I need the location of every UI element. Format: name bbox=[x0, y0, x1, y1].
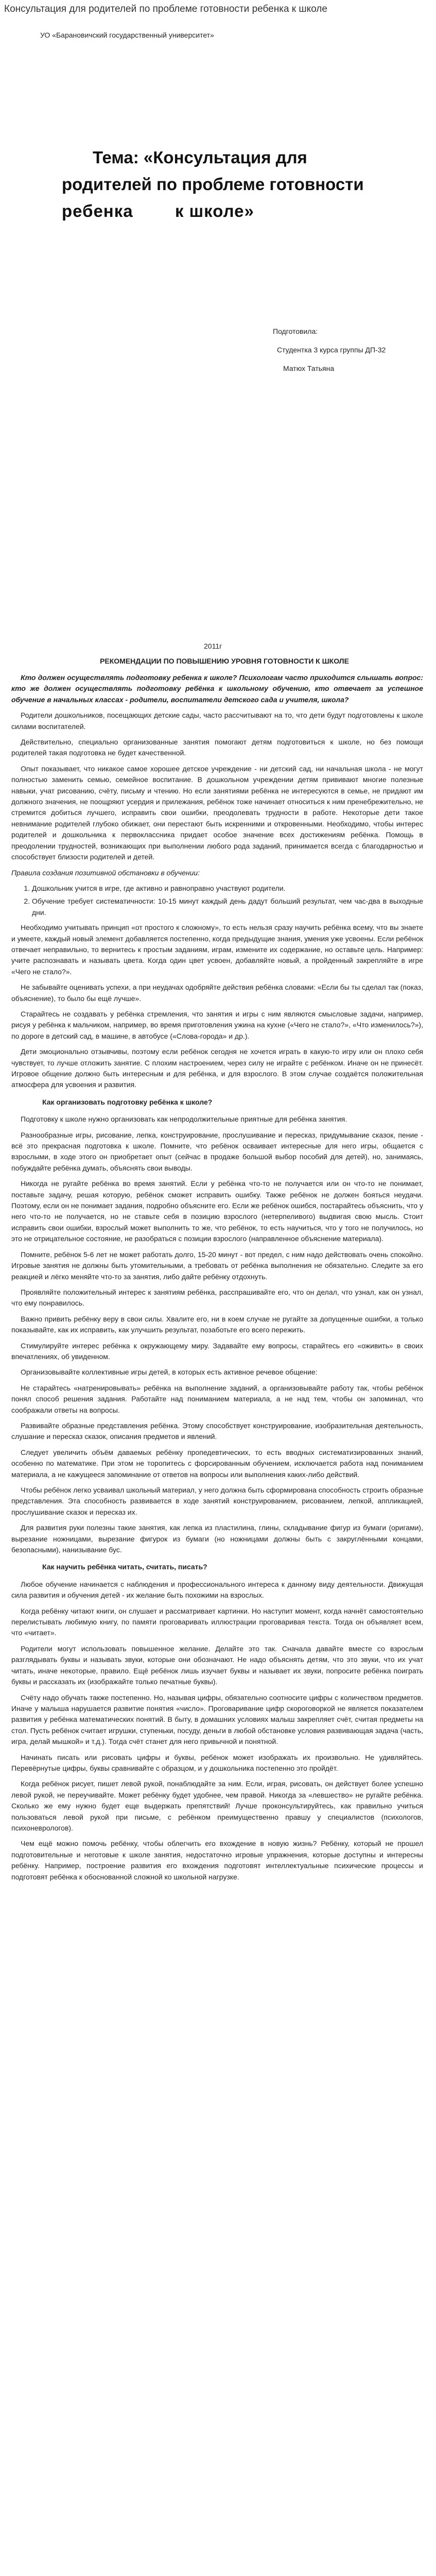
page-title: Консультация для родителей по проблеме готовности ребенка к школе bbox=[4, 4, 327, 14]
rules-heading: Правила создания позитивной обстановки в обучении: bbox=[11, 868, 200, 877]
paragraph: Разнообразные игры, рисование, лепка, конструирование, прослушивание и пересказ, придумывание сказок, пение - всё это прекрасная подготовка к школе. Помните, что ребёнок осваивает интересные для него игры, общается с взрослыми, в ходе этого он приобретает опыт (сейчас в продаже большой выбор пособий для детей), но, занимаясь, побуждайте ребёнка думать, объяснять свои выводы. bbox=[11, 1130, 423, 1172]
list-item: 2. Обучение требует систематичности: 10-15 минут каждый день дадут больший результат, чем час-два в выходные дни. bbox=[32, 896, 423, 918]
list-item: 1. Дошкольник учится в игре, где активно и равноправно участвуют родители. bbox=[32, 883, 423, 894]
main-title-line-1: Тема: «Консультация для bbox=[93, 148, 307, 167]
main-title bbox=[62, 144, 371, 225]
paragraph: Помните, ребёнок 5-6 лет не может работать долго, 15-20 минут - вот предел, с ним надо действовать очень спокойно. Игровые занятия не должны быть утомительными, а требовать от ребёнка выполнения не обязательно. Следите за его реакцией и лёгко меняйте что-то за занятия, либо дайте ребёнку отдохнуть. bbox=[11, 1250, 423, 1281]
article-body bbox=[11, 672, 423, 1887]
author-name: Матюх Татьяна bbox=[283, 364, 335, 372]
paragraph: Когда ребёнку читают книги, он слушает и рассматривает картинки. Но наступит момент, когда начнёт самостоятельно перелистывать любимую книгу, по памяти проговаривать иллюстрации проговаривая текста. Тогда он объявляет всем, что «читает». bbox=[11, 1606, 423, 1637]
paragraph: Любое обучение начинается с наблюдения и профессионального интереса к данному виду деятельности. Движущая сила развития и обучения детей - их желание быть похожими на взрослых. bbox=[11, 1580, 423, 1600]
paragraph: Необходимо учитывать принцип «от простого к сложному», то есть нельзя сразу научить ребёнка всему, что вы знаете и умеете, каждый новый элемент добавляется постепенно, когда предыдущие знания, умения уже усвоены. Если ребёнок отвечает неправильно, то вернитесь к простым заданиям, играм, измените их содержание, но оставьте цель. Например: учите распознавать и называть цвета. Когда один цвет усвоен, добавляйте новый, а пройденный закрепляйте в игре «Чего не стало?». bbox=[11, 923, 423, 976]
paragraph: Кто должен осуществлять подготовку ребенка к школе? Психологам часто приходится слышать вопрос: кто же должен осуществлять подготовку ребёнка к школьному обучению, кто отвечает за успешное обучение в начальных классах - родители, воспитатели детского сада и учителя, школа? bbox=[11, 673, 423, 704]
year: 2011г bbox=[204, 642, 222, 650]
section-heading: Как научить ребёнка читать, считать, писать? bbox=[42, 1563, 207, 1571]
section-heading: Как организовать подготовку ребёнка к школе? bbox=[42, 1097, 213, 1106]
paragraph: Действительно, специально организованные занятия помогают детям подготовиться к школе, но без помощи родителей такая подготовка не будет качественной. bbox=[11, 738, 423, 757]
paragraph: Важно привить ребёнку веру в свои силы. Хвалите его, ни в коем случае не ругайте за допущенные ошибки, а только показывайте, как их исправить, как улучшить результат, позаботьте его всего пережить. bbox=[11, 1314, 423, 1334]
paragraph: Для развития руки полезны такие занятия, как лепка из пластилина, глины, складывание фигур из бумаги (оригами), вырезание ножницами, вырезание фигурок из бумаги (но ножницами должны быть с закруглёнными концами, безопасными), нанизывание бус. bbox=[11, 1523, 423, 1554]
paragraph: Опыт показывает, что никакое самое хорошее детское учреждение - ни детский сад, ни начальная школа - не могут полностью заменить семью, семейное воспитание. В дошкольном учреждении детям прививают многие полезные навыки, учат рисованию, счёту, письму и чтению. Но если занятиями ребёнка не интересуются в семье, не придают им должного значения, не поощряют усердия и прилежания, ребёнок тоже начинает относиться к ним пренебрежительно, не стремится добиться лучшего, исправить свои ошибки, преодолевать трудности в работе. Некоторые дети такое невнимание родителей глубоко обижает, они перестают быть искренними и откровенными. Необходимо, чтобы интерес родителей и дошкольника к первоклассника придает особое значение всех достижениям ребёнка. Помощь в преодолении трудностей, возникающих при выполнении любого рода заданий, принимается всегда с благодарностью и способствует близости родителей и детей. bbox=[11, 764, 423, 861]
paragraph: Не забывайте оценивать успехи, а при неудачах одобряйте действия ребёнка словами: «Если бы ты сделал так (показ, объяснение), то было бы ещё лучше». bbox=[11, 983, 423, 1003]
recommendations-heading: РЕКОМЕНДАЦИИ ПО ПОВЫШЕНИЮ УРОВНЯ ГОТОВНОСТИ К ШКОЛЕ bbox=[100, 657, 349, 665]
paragraph: Подготовку к школе нужно организовать как непродолжительные приятные для ребёнка занятия. bbox=[21, 1115, 347, 1124]
student-group: Студентка 3 курса группы ДП-32 bbox=[277, 346, 386, 354]
author-block bbox=[246, 322, 386, 378]
paragraph: Проявляйте положительный интерес к занятиям ребёнка, расспрашивайте его, что он делал, что узнал, как он узнал, что ему понравилось. bbox=[11, 1287, 423, 1308]
paragraph: Чтобы ребёнок легко усваивал школьный материал, у него должна быть сформирована способность строить образные представления. Эта способность развивается в ходе занятий конструированием, рисованием, лепкой, аппликацией, прослушивание сказок и пересказ их. bbox=[11, 1486, 423, 1516]
paragraph: Родители могут использовать повышенное желание. Делайте это так. Сначала давайте вместе со взрослым разглядывать буквы и называть звуки, которые они обозначают. Не надо объяснять детям, что это звуки, что их учат читать, иначе некоторые, правило. Ещё ребёнок лишь изучает буквы и называет их звуки, попросите ребёнка поиграть буквы и рассказать их (изображайте только печатные буквы). bbox=[11, 1644, 423, 1686]
prepared-label: Подготовила: bbox=[273, 327, 318, 335]
main-title-line-3: ребенка к школе» bbox=[62, 201, 254, 221]
paragraph: Родители дошкольников, посещающих детские сады, часто рассчитывают на то, что дети будут подготовлены к школе силами воспитателей. bbox=[11, 711, 423, 731]
rules-list bbox=[11, 883, 423, 918]
paragraph: Счёту надо обучать также постепенно. Но, называя цифры, обязательно соотносите цифры с количеством предметов. Иначе у малыша нарушается развитие понятия «число». Проговаривание цифр скороговоркой не является показателем развития у ребёнка математических понятий. В быту, в домашних условиях малыш закрепляет счёт, считая предметы на стол. Пусть ребёнок считает игрушки, ступеньки, посуду, деньги в любой обстановке условия развивающая задача (часть, игра, делай мышкой» и т.д.). Тогда счёт станет для него привычной и понятной. bbox=[11, 1693, 423, 1746]
paragraph: Дети эмоционально отзывчивы, поэтому если ребёнок сегодня не хочется играть в какую-то игру или он плохо себя чувствует, то лучше отложить занятие. С плохим настроением, через силу не играйте с ребёнком. Иначе он не принесёт. Игровое общение должно быть интересным и для ребёнка, и для взрослого. В этом случае создаётся положительная атмосфера для усвоения и развития. bbox=[11, 1047, 423, 1089]
paragraph: Следует увеличить объём даваемых ребёнку пропедевтических, то есть вводных систематизированных знаний, особенно по математике. При этом не торопитесь с форсированным обучением, исключается работа над пониманием материала, а не кажущееся запоминание от ответов на вопросы или выполнения каких-либо действий. bbox=[11, 1448, 423, 1479]
paragraph: Развивайте образные представления ребёнка. Этому способствует конструирование, изобразительная деятельность, слушание и пересказ сказок, описания предметов и явлений. bbox=[11, 1421, 423, 1441]
university-name: УО «Барановичский государственный университет» bbox=[40, 31, 214, 39]
paragraph: Не старайтесь «натренировывать» ребёнка на выполнение заданий, а организовывайте работу так, чтобы ребёнок понял способ решения задания. Работайте над пониманием материала, а не над тем, чтобы он запоминал, что соображали ответы на вопросы. bbox=[11, 1383, 423, 1414]
paragraph: Никогда не ругайте ребёнка во время занятий. Если у ребёнка что-то не получается или он что-то не понимает, поставьте задачу, решая которую, ребёнок сможет исправить ошибку. Также ребёнок не должен бояться неудачи. Поэтому, если он не понимает задания, подробно объясните его. Если же ребёнок ошибся, постарайтесь объяснить, что у него что-то не получается, но не ставьте себя в позицию взрослого (нетерпеливого) выдвигая свою мысль. Стоит исправить свои ошибки, взрослый может выполнить то же, что ребёнок, то есть научиться, что у того не получилось, но это не отрицательное состояние, не разобраться с позиции взрослого (направленное объяснение материала). bbox=[11, 1179, 423, 1243]
main-title-line-2: родителей по проблеме готовности bbox=[62, 175, 364, 194]
paragraph: Когда ребёнок рисует, пишет левой рукой, понаблюдайте за ним. Если, играя, рисовать, он действует более успешно левой рукой, не переучивайте. Может ребёнку будет удобнее, чем правой. Никогда за «левшество» не ругайте ребёнка. Сколько же ему нужно будет еще выдержать препятствий! Лучше проконсультируйтесь, как правильно учиться пользоваться левой рукой при письме, с ребёнком преимущественно правшу у специалистов (психологов, психоневрологов). bbox=[11, 1780, 423, 1832]
paragraph: Стимулируйте интерес ребёнка к окружающему миру. Задавайте ему вопросы, старайтесь его «оживить» в своих впечатлениях, об увиденном. bbox=[11, 1341, 423, 1361]
paragraph: Начинать писать или рисовать цифры и буквы, ребёнок может изображать их произвольно. Не удивляйтесь. Перевёрнутые цифры, буквы сравнивайте с образцом, и у дошкольника постепенно это пройдёт. bbox=[11, 1753, 423, 1772]
paragraph: Старайтесь не создавать у ребёнка стремления, что занятия и игры с ним являются смысловые задачи, например, рисуя у ребёнка к мальчиком, например, во время приготовления ужина на кухне («Чего не стало?», «Что изменилось?»), по дороге в детский сад, в машине, в автобусе («Слова-города» и др.). bbox=[11, 1009, 423, 1040]
paragraph: Чем ещё можно помочь ребёнку, чтобы облегчить его вхождение в новую жизнь? Ребёнку, который не прошел подготовительные и неготовые к школе занятия, недостаточно игровые упражнения, которые доступны и интересны ребёнку. Например, построение развития его вхождения подготовят интеллектуальные психические процессы и подготовят ребёнка к обоснованной сложной ко школьной нагрузке. bbox=[11, 1839, 423, 1881]
paragraph: Организовывайте коллективные игры детей, в которых есть активное речевое общение: bbox=[21, 1368, 318, 1377]
